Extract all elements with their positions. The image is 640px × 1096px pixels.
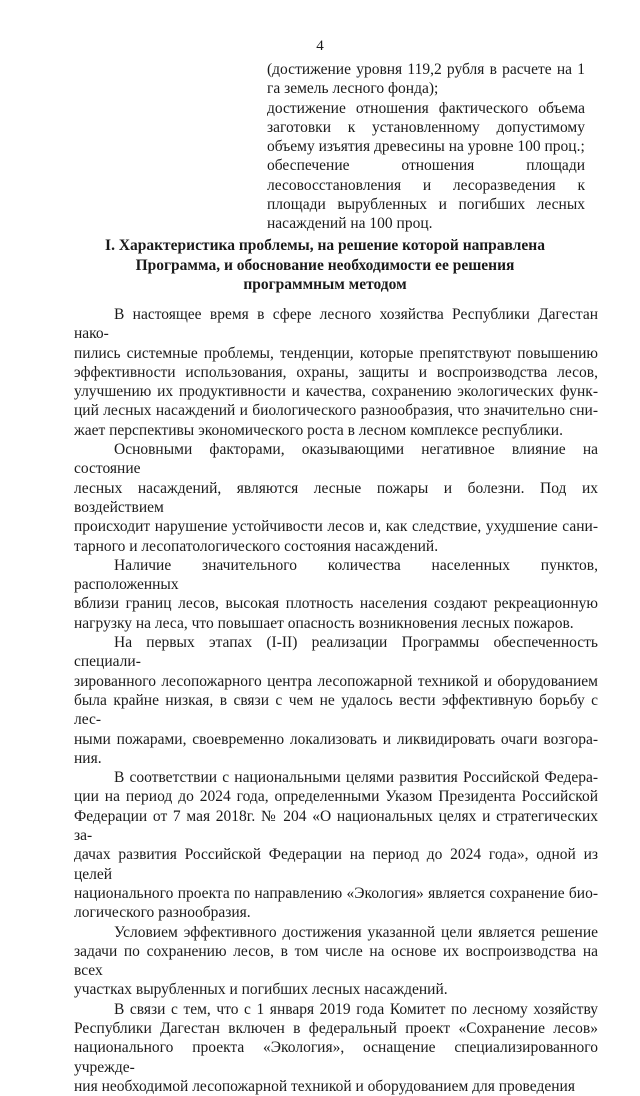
text-line: Основными факторами, оказывающими негативное влияние на состояние: [74, 441, 598, 478]
text-line: На первых этапах (I-II) реализации Программы обеспеченность специали-: [74, 634, 598, 671]
text-line: тарного и лесопатологического состояния насаждений.: [74, 537, 439, 555]
paragraph: [74, 305, 598, 440]
text-line: ций лесных насаждений и биологического разнообразия, что значительно сни-: [74, 402, 598, 420]
list-item: (достижение уровня 119,2 рубля в расчете на 1 га земель лесного фонда);: [267, 61, 585, 98]
heading-line: I. Характеристика проблемы, на решение которой направлена: [105, 237, 545, 254]
text-line: задачи по сохранению лесов, в том числе на основе их воспроизводства на всех: [74, 942, 598, 980]
text-line: была крайне низкая, в связи с чем не удалось вести эффективную борьбу с лес-: [74, 691, 598, 729]
text-line: лесных насаждений, являются лесные пожары и болезни. Под их воздействием: [74, 479, 598, 516]
targets-list: [267, 60, 585, 234]
text-line: ции на период до 2024 года, определенными Указом Президента Российской: [74, 788, 598, 806]
text-line: нагрузку на леса, что повышает опасность возникновения лесных пожаров.: [74, 614, 574, 632]
text-line: ния.: [74, 749, 102, 767]
text-line: Республики Дагестан включен в федеральный проект «Сохранение лесов»: [74, 1019, 598, 1037]
text-line: участках вырубленных и погибших лесных насаждений.: [74, 981, 448, 999]
text-line: происходит нарушение устойчивости лесов и, как следствие, ухудшение сани-: [74, 518, 598, 536]
list-item: достижение отношения фактического объема заготовки к установленному допустимому объему изъятия древесины на уровне 100 проц.;: [267, 99, 585, 156]
paragraph: [74, 556, 598, 633]
text-line: национального проекта по направлению «Экология» является сохранение био-: [74, 884, 598, 902]
text-line: логического разнообразия.: [74, 904, 251, 922]
paragraph: [74, 1000, 598, 1096]
section-heading: [90, 236, 560, 295]
text-line: В настоящее время в сфере лесного хозяйства Республики Дагестан нако-: [74, 306, 598, 343]
text-line: национального проекта «Экология», оснащение специализированного учрежде-: [74, 1039, 598, 1076]
paragraph: [74, 768, 598, 922]
text-line: улучшению их продуктивности и качества, сохранению экологических функ-: [74, 383, 598, 401]
text-line: Наличие значительного количества населенных пунктов, расположенных: [74, 556, 598, 594]
text-line: В связи с тем, что с 1 января 2019 года Комитет по лесному хозяйству: [114, 1000, 598, 1018]
text-line: ными пожарами, своевременно локализовать и ликвидировать очаги возгора-: [74, 730, 598, 748]
text-line: эффективности использования, охраны, защиты и воспроизводства лесов,: [74, 363, 598, 381]
text-line: ния необходимой лесопожарной техникой и оборудованием для проведения: [74, 1077, 575, 1095]
body-text: [74, 305, 598, 1096]
paragraph: [74, 633, 598, 768]
text-line: пились системные проблемы, тенденции, которые препятствуют повышению: [74, 344, 598, 362]
text-line: зированного лесопожарного центра лесопожарной техникой и оборудованием: [74, 672, 598, 690]
page-number: 4: [316, 38, 324, 54]
text-line: Условием эффективного достижения указанной цели является решение: [114, 923, 598, 941]
text-line: В соответствии с национальными целями развития Российской Федера-: [114, 769, 598, 787]
paragraph: [74, 440, 598, 556]
text-line: Федерации от 7 мая 2018г. № 204 «О национальных целях и стратегических за-: [74, 807, 598, 845]
text-line: жает перспективы экономического роста в лесном комплексе республики.: [74, 421, 563, 439]
list-item: обеспечение отношения площади лесовосстановления и лесоразведения к площади вырубленных и погибших лесных насаждений на 100 проц.: [267, 157, 585, 233]
text-line: вблизи границ лесов, высокая плотность населения создают рекреационную: [74, 595, 598, 613]
text-line: дачах развития Российской Федерации на период до 2024 года», одной из целей: [74, 846, 598, 883]
heading-line: программным методом: [243, 276, 407, 293]
paragraph: [74, 923, 598, 1000]
heading-line: Программа, и обоснование необходимости ее решения: [135, 256, 515, 274]
